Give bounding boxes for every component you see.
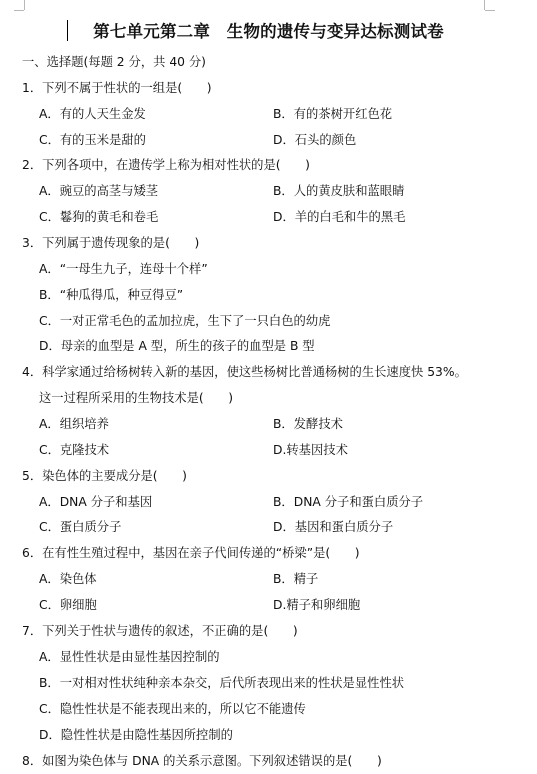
question-7-option-d: D．隐性性状是由隐性基因所控制的 (39, 728, 233, 742)
question-5-option-c: C．蛋白质分子 (39, 520, 122, 534)
question-4-stem: 4．科学家通过给杨树转入新的基因，使这些杨树比普通杨树的生长速度快 53%。 (22, 365, 467, 379)
question-4-stem-continued: 这一过程所采用的生物技术是( ) (39, 391, 234, 405)
question-5-stem: 5．染色体的主要成分是( ) (22, 469, 187, 483)
question-3-option-d: D．母亲的血型是 A 型，所生的孩子的血型是 B 型 (39, 339, 315, 353)
question-1-option-b: B．有的茶树开红色花 (273, 107, 393, 121)
question-5-option-b: B．DNA 分子和蛋白质分子 (273, 495, 424, 509)
question-7-option-b: B．一对相对性状纯种亲本杂交，后代所表现出来的性状是显性性状 (39, 676, 405, 690)
question-6-option-b: B．精子 (273, 572, 319, 586)
question-2-option-c: C．鬈狗的黄毛和卷毛 (39, 210, 159, 224)
page-title: 第七单元第二章 生物的遗传与变异达标测试卷 (93, 22, 444, 41)
question-2-option-a: A．豌豆的高茎与矮茎 (39, 184, 159, 198)
question-3-option-b: B．“种瓜得瓜，种豆得豆” (39, 288, 184, 302)
question-4-option-a: A．组织培养 (39, 417, 109, 431)
question-4-option-b: B．发酵技术 (273, 417, 343, 431)
section-heading: 一、选择题(每题 2 分，共 40 分) (22, 55, 206, 69)
question-2-option-b: B．人的黄皮肤和蓝眼睛 (273, 184, 405, 198)
question-4-option-c: C．克隆技术 (39, 443, 110, 457)
question-1-stem: 1．下列不属于性状的一组是( ) (22, 81, 212, 95)
question-6-option-d: D.精子和卵细胞 (273, 598, 361, 612)
question-1-option-c: C．有的玉米是甜的 (39, 133, 146, 147)
question-6-option-a: A．染色体 (39, 572, 97, 586)
question-1-option-a: A．有的人天生金发 (39, 107, 146, 121)
question-2-option-d: D．羊的白毛和牛的黑毛 (273, 210, 406, 224)
page-corner-mark (24, 0, 25, 10)
page-corner-mark (14, 10, 24, 11)
question-6-option-c: C．卵细胞 (39, 598, 97, 612)
page-corner-mark (485, 10, 495, 11)
page-corner-mark (484, 0, 485, 10)
question-6-stem: 6．在有性生殖过程中，基因在亲子代间传递的“桥梁”是( ) (22, 546, 360, 560)
question-7-stem: 7．下列关于性状与遗传的叙述，不正确的是( ) (22, 624, 298, 638)
question-5-option-d: D．基因和蛋白质分子 (273, 520, 394, 534)
question-1-option-d: D．石头的颜色 (273, 133, 357, 147)
question-3-stem: 3．下列属于遗传现象的是( ) (22, 236, 200, 250)
question-7-option-a: A．显性性状是由显性基因控制的 (39, 650, 220, 664)
question-2-stem: 2．下列各项中，在遗传学上称为相对性状的是( ) (22, 158, 310, 172)
question-3-option-a: A．“一母生九子，连母十个样” (39, 262, 208, 276)
question-8-stem: 8．如图为染色体与 DNA 的关系示意图。下列叙述错误的是( ) (22, 754, 382, 768)
question-7-option-c: C．隐性性状是不能表现出来的，所以它不能遗传 (39, 702, 306, 716)
question-3-option-c: C．一对正常毛色的孟加拉虎，生下了一只白色的幼虎 (39, 314, 331, 328)
question-5-option-a: A．DNA 分子和基因 (39, 495, 153, 509)
question-4-option-d: D.转基因技术 (273, 443, 348, 457)
